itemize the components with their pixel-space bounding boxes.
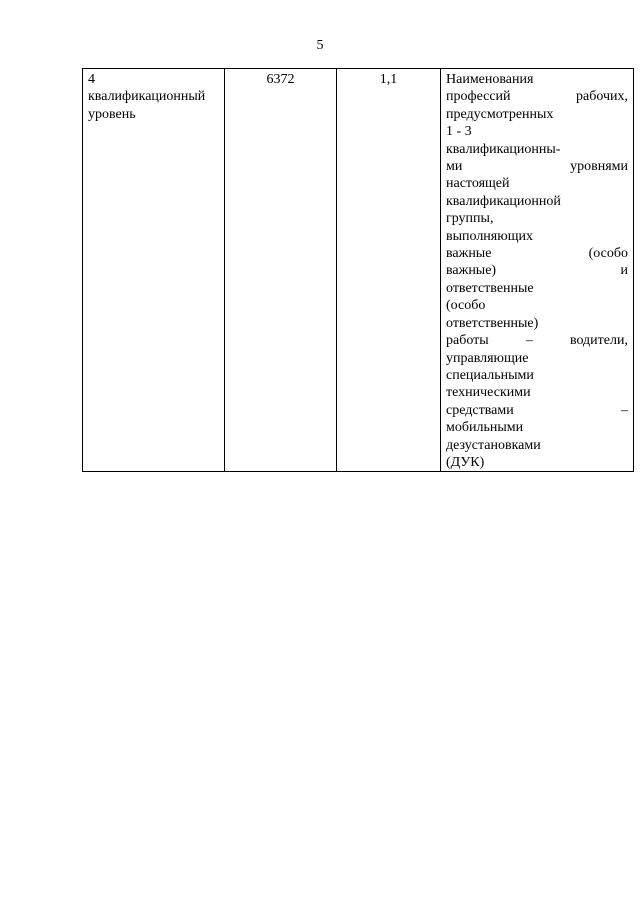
desc-line: (особо bbox=[446, 298, 486, 314]
desc-line: квалификационны- bbox=[446, 141, 561, 157]
desc-line: квалификационной bbox=[446, 193, 561, 209]
desc-line: специальными bbox=[446, 367, 534, 383]
table-row bbox=[83, 69, 634, 472]
desc-word: водители, bbox=[569, 333, 628, 349]
desc-line bbox=[446, 158, 628, 175]
desc-line: предусмотренных bbox=[446, 106, 554, 122]
desc-line: дезустановками bbox=[446, 437, 541, 453]
desc-line: Наименования bbox=[446, 72, 534, 87]
desc-word: (особо bbox=[588, 246, 628, 262]
desc-line bbox=[446, 332, 628, 349]
desc-word: уровнями bbox=[570, 159, 628, 175]
level-word-2: уровень bbox=[88, 106, 136, 122]
desc-word: профессий bbox=[446, 89, 511, 105]
desc-word: рабочих, bbox=[575, 89, 628, 105]
desc-line: выполняющих bbox=[446, 228, 533, 244]
desc-word: – bbox=[525, 333, 533, 349]
desc-line: мобильными bbox=[446, 420, 524, 436]
code-cell bbox=[225, 69, 337, 472]
desc-word: работы bbox=[446, 333, 489, 349]
desc-line: управляющие bbox=[446, 350, 529, 366]
desc-word: – bbox=[621, 402, 628, 418]
description-cell bbox=[441, 69, 634, 472]
desc-line: группы, bbox=[446, 211, 494, 227]
qualification-table bbox=[82, 68, 634, 472]
desc-word: средствами bbox=[446, 402, 514, 418]
desc-word: и bbox=[620, 263, 628, 279]
code-value: 6372 bbox=[266, 72, 295, 87]
desc-line bbox=[446, 262, 628, 279]
desc-line: настоящей bbox=[446, 176, 510, 192]
coefficient-cell bbox=[337, 69, 441, 472]
desc-line: ответственные bbox=[446, 280, 534, 296]
desc-line bbox=[446, 245, 628, 262]
page-number: 5 bbox=[316, 38, 324, 53]
desc-line: ответственные) bbox=[446, 315, 539, 331]
desc-line: (ДУК) bbox=[446, 454, 485, 470]
desc-word: важные bbox=[446, 246, 492, 262]
level-number: 4 bbox=[88, 72, 95, 87]
desc-word: ми bbox=[446, 159, 463, 175]
level-cell bbox=[83, 69, 225, 472]
coefficient-value: 1,1 bbox=[379, 72, 398, 87]
desc-word: важные) bbox=[446, 263, 497, 279]
desc-line: техническими bbox=[446, 385, 531, 401]
level-word: квалификационный bbox=[88, 89, 206, 105]
desc-line bbox=[446, 402, 628, 419]
desc-line: 1 - 3 bbox=[446, 124, 472, 140]
desc-line bbox=[446, 88, 628, 105]
